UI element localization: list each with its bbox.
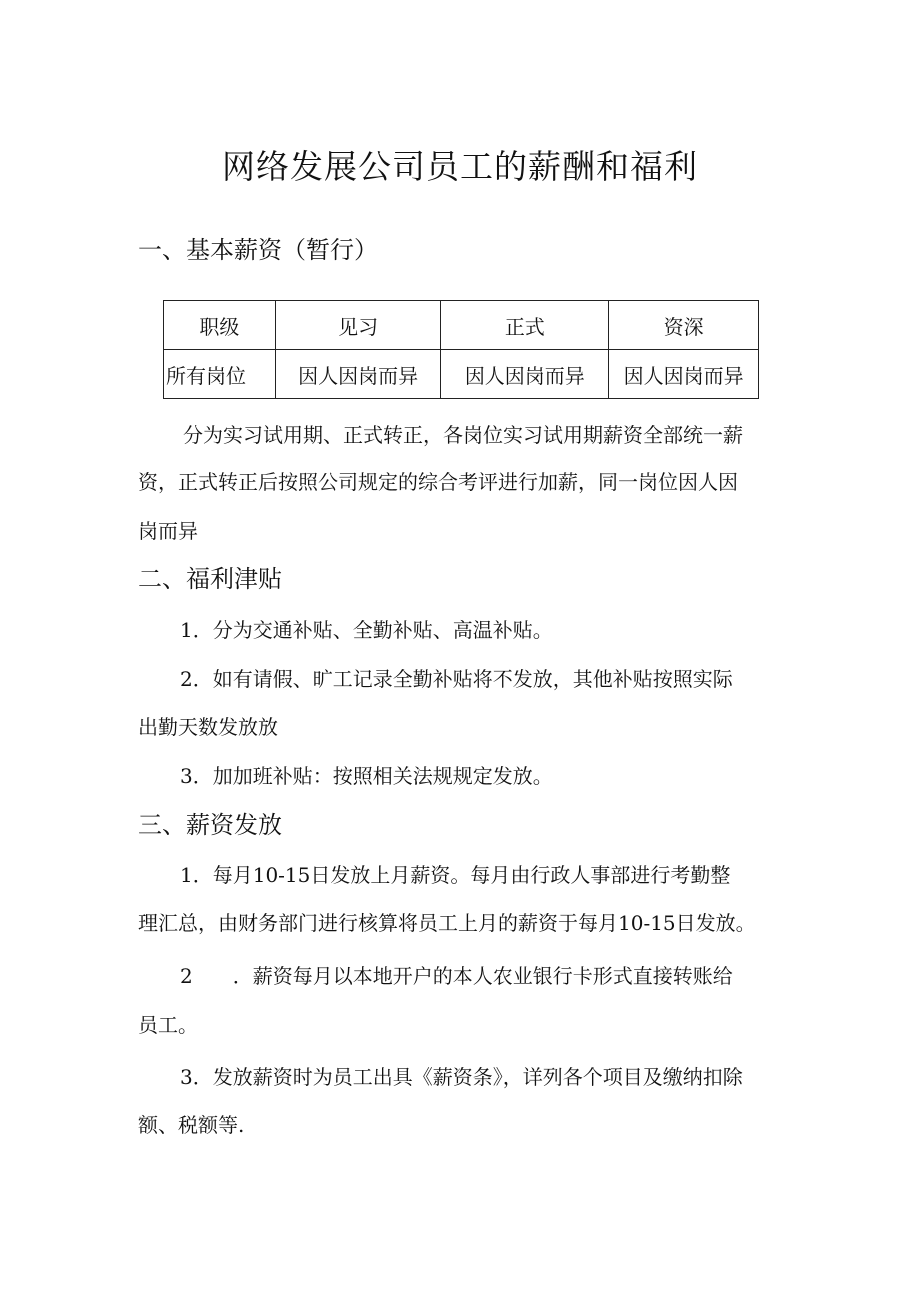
- table-cell: 所有岗位: [164, 350, 276, 399]
- list-item-continuation: 员工。: [138, 1013, 198, 1037]
- section-heading-payroll: 三、薪资发放: [138, 811, 282, 839]
- table-header-cell: 见习: [275, 301, 441, 350]
- table-cell: 因人因岗而异: [441, 350, 609, 399]
- salary-table: [163, 300, 759, 399]
- list-item: 3．加加班补贴：按照相关法规规定发放。: [180, 764, 553, 788]
- table-cell: 因人因岗而异: [275, 350, 441, 399]
- document-title: 网络发展公司员工的薪酬和福利: [222, 147, 698, 186]
- table-header-cell: 职级: [164, 301, 276, 350]
- table-header-cell: 正式: [441, 301, 609, 350]
- list-item-continuation: 出勤天数发放放: [138, 715, 278, 739]
- table-header-cell: 资深: [609, 301, 759, 350]
- list-item: 1．分为交通补贴、全勤补贴、高温补贴。: [180, 618, 553, 642]
- table-cell: 因人因岗而异: [609, 350, 759, 399]
- paragraph-line: 岗而异: [138, 519, 198, 543]
- table-row: [164, 350, 759, 399]
- list-item: 3．发放薪资时为员工出具《薪资条》，详列各个项目及缴纳扣除: [180, 1065, 743, 1089]
- table-header-row: [164, 301, 759, 350]
- section-heading-benefits: 二、福利津贴: [138, 565, 282, 593]
- list-item-continuation: 理汇总，由财务部门进行核算将员工上月的薪资于每月10-15日发放。: [138, 911, 756, 935]
- list-item: 1．每月10-15日发放上月薪资。每月由行政人事部进行考勤整: [180, 863, 731, 887]
- section-heading-basic-salary: 一、基本薪资（暂行）: [138, 236, 378, 264]
- list-item: 2 ．薪资每月以本地开户的本人农业银行卡形式直接转账给: [180, 964, 733, 988]
- paragraph-line: 资，正式转正后按照公司规定的综合考评进行加薪，同一岗位因人因: [138, 470, 738, 494]
- list-item: 2．如有请假、旷工记录全勤补贴将不发放，其他补贴按照实际: [180, 667, 733, 691]
- list-item-continuation: 额、税额等.: [138, 1113, 245, 1137]
- paragraph-line: 分为实习试用期、正式转正，各岗位实习试用期薪资全部统一薪: [183, 423, 743, 447]
